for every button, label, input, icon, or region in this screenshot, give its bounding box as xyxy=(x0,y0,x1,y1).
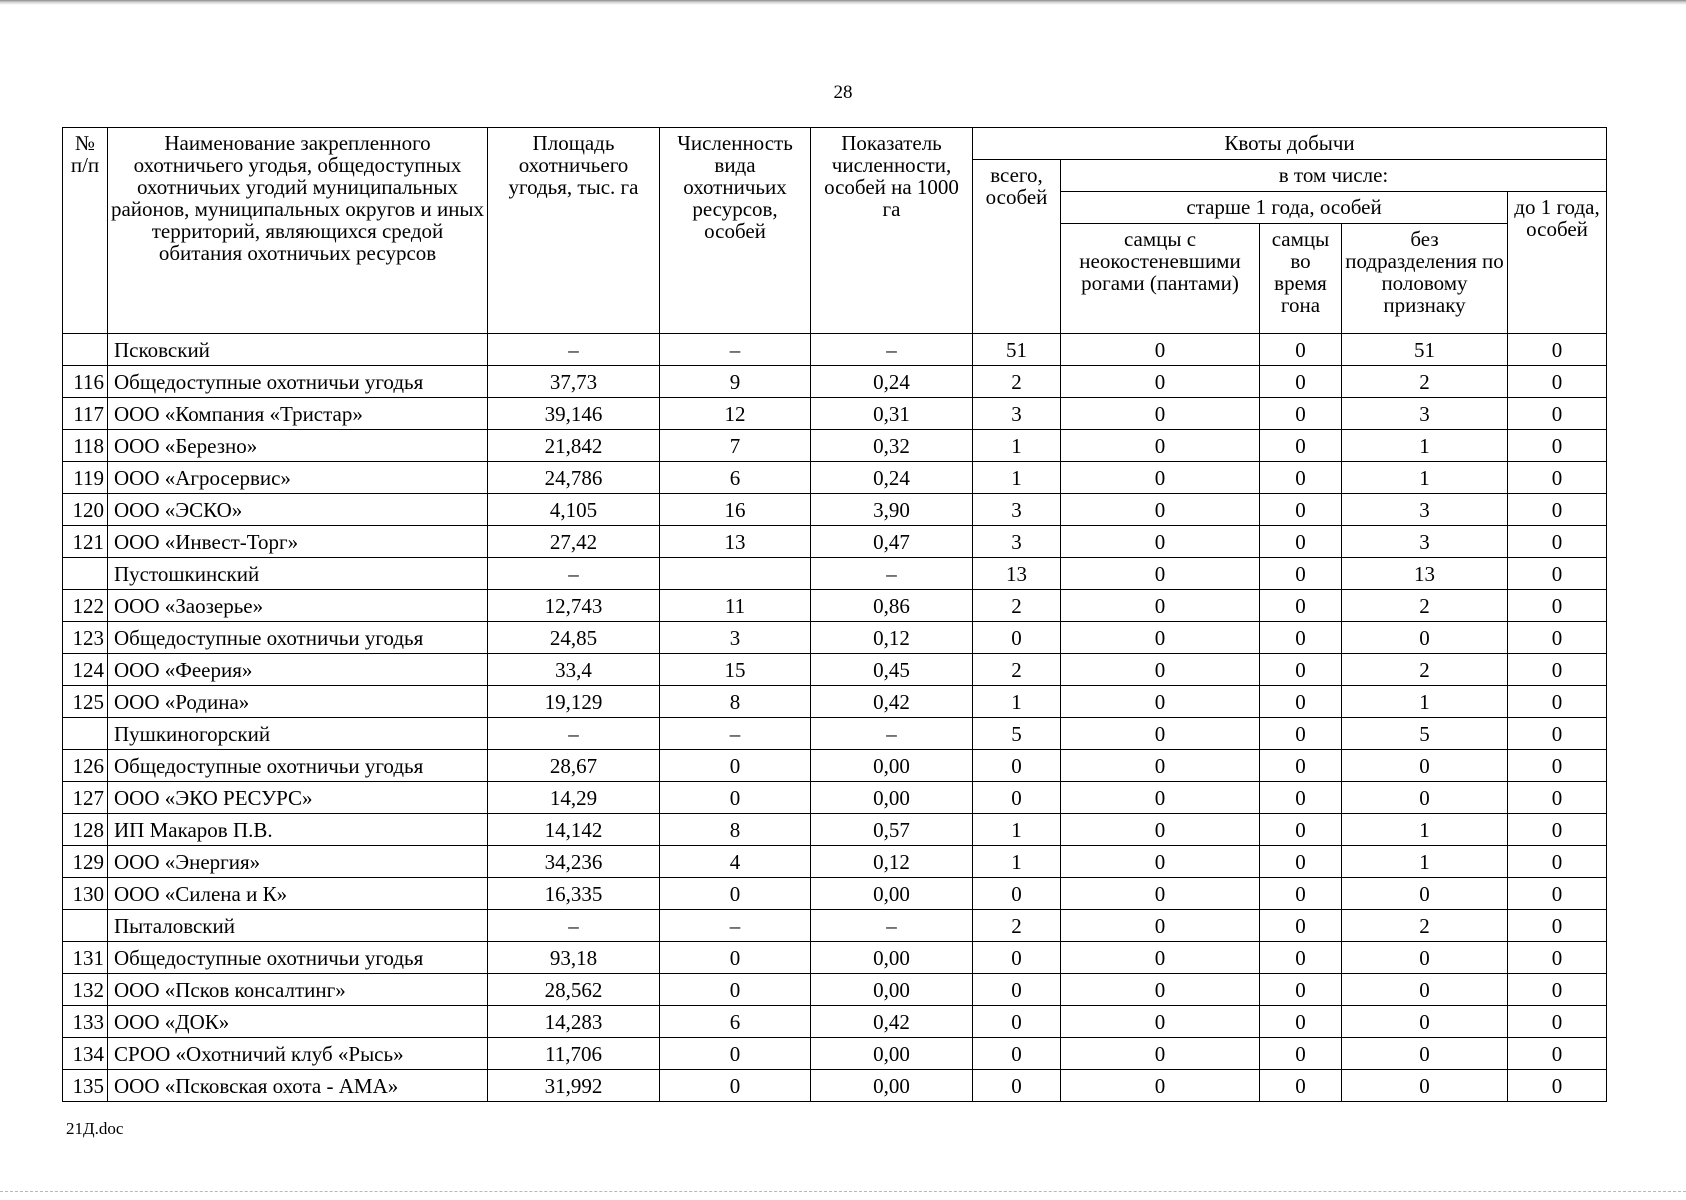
table-body xyxy=(63,334,1607,1102)
row-name: ООО «Инвест-Торг» xyxy=(108,526,488,558)
row-nosex: 0 xyxy=(1342,942,1508,974)
row-index: 0,12 xyxy=(811,622,973,654)
row-antlers: 0 xyxy=(1061,718,1260,750)
row-count: 3 xyxy=(660,622,811,654)
row-name: Пушкиногорский xyxy=(108,718,488,750)
row-name: Пустошкинский xyxy=(108,558,488,590)
row-num: 121 xyxy=(63,526,108,558)
row-area: – xyxy=(488,334,660,366)
row-count: 8 xyxy=(660,814,811,846)
row-antlers: 0 xyxy=(1061,654,1260,686)
table-row xyxy=(63,750,1607,782)
row-index: – xyxy=(811,718,973,750)
footer-filename: 21Д.doc xyxy=(66,1119,124,1138)
row-num: 126 xyxy=(63,750,108,782)
row-total: 0 xyxy=(973,1038,1061,1070)
table-row xyxy=(63,1070,1607,1102)
row-under1: 0 xyxy=(1508,494,1607,526)
row-under1: 0 xyxy=(1508,974,1607,1006)
row-num: 116 xyxy=(63,366,108,398)
row-index: 0,32 xyxy=(811,430,973,462)
row-rut: 0 xyxy=(1260,654,1342,686)
row-area: 27,42 xyxy=(488,526,660,558)
header-total: всего, особей xyxy=(973,160,1061,334)
row-rut: 0 xyxy=(1260,1006,1342,1038)
row-index: 0,57 xyxy=(811,814,973,846)
row-nosex: 51 xyxy=(1342,334,1508,366)
row-rut: 0 xyxy=(1260,366,1342,398)
district-row xyxy=(63,558,1607,590)
row-under1: 0 xyxy=(1508,1038,1607,1070)
row-antlers: 0 xyxy=(1061,846,1260,878)
row-total: 0 xyxy=(973,750,1061,782)
row-under1: 0 xyxy=(1508,558,1607,590)
row-name: ООО «Компания «Тристар» xyxy=(108,398,488,430)
row-antlers: 0 xyxy=(1061,974,1260,1006)
district-row xyxy=(63,910,1607,942)
row-num: 125 xyxy=(63,686,108,718)
table-row xyxy=(63,814,1607,846)
row-total: 0 xyxy=(973,782,1061,814)
row-rut: 0 xyxy=(1260,974,1342,1006)
row-index: 0,86 xyxy=(811,590,973,622)
row-total: 3 xyxy=(973,398,1061,430)
row-total: 1 xyxy=(973,846,1061,878)
row-nosex: 2 xyxy=(1342,590,1508,622)
table-row xyxy=(63,430,1607,462)
row-num: 134 xyxy=(63,1038,108,1070)
row-nosex: 2 xyxy=(1342,654,1508,686)
row-under1: 0 xyxy=(1508,462,1607,494)
row-under1: 0 xyxy=(1508,686,1607,718)
row-count: 15 xyxy=(660,654,811,686)
row-nosex: 2 xyxy=(1342,366,1508,398)
row-rut: 0 xyxy=(1260,558,1342,590)
row-antlers: 0 xyxy=(1061,558,1260,590)
row-nosex: 0 xyxy=(1342,1006,1508,1038)
row-area: 24,786 xyxy=(488,462,660,494)
row-rut: 0 xyxy=(1260,590,1342,622)
row-under1: 0 xyxy=(1508,718,1607,750)
row-nosex: 0 xyxy=(1342,974,1508,1006)
row-index: 0,12 xyxy=(811,846,973,878)
row-name: СРОО «Охотничий клуб «Рысь» xyxy=(108,1038,488,1070)
row-index: 0,42 xyxy=(811,686,973,718)
row-area: 37,73 xyxy=(488,366,660,398)
page-number: 28 xyxy=(833,82,853,103)
row-total: 3 xyxy=(973,526,1061,558)
row-area: 28,562 xyxy=(488,974,660,1006)
row-rut: 0 xyxy=(1260,814,1342,846)
row-area: 14,29 xyxy=(488,782,660,814)
header-count: Численность вида охотничьих ресурсов, особей xyxy=(660,128,811,334)
row-total: 0 xyxy=(973,942,1061,974)
row-area: – xyxy=(488,718,660,750)
quota-table xyxy=(62,127,1607,1102)
row-rut: 0 xyxy=(1260,878,1342,910)
row-name: ООО «Заозерье» xyxy=(108,590,488,622)
row-total: 1 xyxy=(973,430,1061,462)
header-including: в том числе: xyxy=(1061,160,1607,192)
row-index: 0,00 xyxy=(811,942,973,974)
row-count: – xyxy=(660,910,811,942)
row-area: 11,706 xyxy=(488,1038,660,1070)
table-row xyxy=(63,1006,1607,1038)
row-rut: 0 xyxy=(1260,622,1342,654)
row-nosex: 2 xyxy=(1342,910,1508,942)
row-name: Псковский xyxy=(108,334,488,366)
row-count: 7 xyxy=(660,430,811,462)
row-num: 120 xyxy=(63,494,108,526)
header-index: Показатель численности, особей на 1000 га xyxy=(811,128,973,334)
row-nosex: 1 xyxy=(1342,686,1508,718)
row-count: 0 xyxy=(660,878,811,910)
row-total: 3 xyxy=(973,494,1061,526)
row-nosex: 0 xyxy=(1342,878,1508,910)
row-under1: 0 xyxy=(1508,1070,1607,1102)
row-name: Общедоступные охотничьи угодья xyxy=(108,750,488,782)
row-under1: 0 xyxy=(1508,334,1607,366)
table-row xyxy=(63,398,1607,430)
table-row xyxy=(63,686,1607,718)
row-nosex: 13 xyxy=(1342,558,1508,590)
row-antlers: 0 xyxy=(1061,494,1260,526)
row-under1: 0 xyxy=(1508,878,1607,910)
table-row xyxy=(63,878,1607,910)
row-under1: 0 xyxy=(1508,846,1607,878)
row-count: – xyxy=(660,334,811,366)
row-index: 0,00 xyxy=(811,1038,973,1070)
row-under1: 0 xyxy=(1508,814,1607,846)
row-name: ООО «Родина» xyxy=(108,686,488,718)
row-rut: 0 xyxy=(1260,942,1342,974)
row-count: 16 xyxy=(660,494,811,526)
row-index: 0,42 xyxy=(811,1006,973,1038)
row-total: 51 xyxy=(973,334,1061,366)
row-antlers: 0 xyxy=(1061,430,1260,462)
row-nosex: 0 xyxy=(1342,1038,1508,1070)
row-nosex: 1 xyxy=(1342,846,1508,878)
row-name: ООО «Феерия» xyxy=(108,654,488,686)
row-rut: 0 xyxy=(1260,750,1342,782)
table-row xyxy=(63,846,1607,878)
row-index: 0,24 xyxy=(811,462,973,494)
row-num xyxy=(63,718,108,750)
row-index: 0,00 xyxy=(811,974,973,1006)
row-area: 12,743 xyxy=(488,590,660,622)
row-antlers: 0 xyxy=(1061,334,1260,366)
row-index: 0,00 xyxy=(811,750,973,782)
row-num: 129 xyxy=(63,846,108,878)
row-num: 132 xyxy=(63,974,108,1006)
row-rut: 0 xyxy=(1260,462,1342,494)
row-total: 2 xyxy=(973,590,1061,622)
row-antlers: 0 xyxy=(1061,398,1260,430)
row-antlers: 0 xyxy=(1061,526,1260,558)
row-count: 12 xyxy=(660,398,811,430)
table-row xyxy=(63,622,1607,654)
row-count: 11 xyxy=(660,590,811,622)
row-index: 0,00 xyxy=(811,782,973,814)
row-num: 130 xyxy=(63,878,108,910)
row-name: ИП Макаров П.В. xyxy=(108,814,488,846)
row-antlers: 0 xyxy=(1061,878,1260,910)
row-index: 0,31 xyxy=(811,398,973,430)
table-row xyxy=(63,782,1607,814)
district-row xyxy=(63,718,1607,750)
scan-edge-top xyxy=(0,0,1686,5)
row-num: 118 xyxy=(63,430,108,462)
row-rut: 0 xyxy=(1260,718,1342,750)
row-nosex: 0 xyxy=(1342,1070,1508,1102)
row-num: 133 xyxy=(63,1006,108,1038)
row-name: ООО «ЭСКО» xyxy=(108,494,488,526)
row-name: ООО «Агросервис» xyxy=(108,462,488,494)
row-area: – xyxy=(488,910,660,942)
table-row xyxy=(63,974,1607,1006)
row-under1: 0 xyxy=(1508,654,1607,686)
row-total: 2 xyxy=(973,654,1061,686)
row-area: 19,129 xyxy=(488,686,660,718)
row-under1: 0 xyxy=(1508,398,1607,430)
row-area: 16,335 xyxy=(488,878,660,910)
header-older: старше 1 года, особей xyxy=(1061,192,1508,224)
row-rut: 0 xyxy=(1260,1038,1342,1070)
row-total: 5 xyxy=(973,718,1061,750)
header-under1: до 1 года, особей xyxy=(1508,192,1607,334)
row-num xyxy=(63,558,108,590)
row-antlers: 0 xyxy=(1061,686,1260,718)
row-num: 128 xyxy=(63,814,108,846)
header-antlers: самцы с неокостеневшими рогами (пантами) xyxy=(1061,224,1260,334)
row-num: 124 xyxy=(63,654,108,686)
row-area: 4,105 xyxy=(488,494,660,526)
row-rut: 0 xyxy=(1260,526,1342,558)
row-area: 14,283 xyxy=(488,1006,660,1038)
row-nosex: 5 xyxy=(1342,718,1508,750)
row-under1: 0 xyxy=(1508,526,1607,558)
row-total: 2 xyxy=(973,366,1061,398)
row-antlers: 0 xyxy=(1061,366,1260,398)
row-antlers: 0 xyxy=(1061,590,1260,622)
row-total: 1 xyxy=(973,462,1061,494)
row-total: 13 xyxy=(973,558,1061,590)
row-antlers: 0 xyxy=(1061,1006,1260,1038)
row-antlers: 0 xyxy=(1061,814,1260,846)
row-nosex: 3 xyxy=(1342,494,1508,526)
row-rut: 0 xyxy=(1260,334,1342,366)
scan-edge-bottom xyxy=(0,1191,1686,1195)
row-total: 0 xyxy=(973,1070,1061,1102)
row-count: 9 xyxy=(660,366,811,398)
row-name: ООО «ДОК» xyxy=(108,1006,488,1038)
row-rut: 0 xyxy=(1260,430,1342,462)
row-nosex: 1 xyxy=(1342,814,1508,846)
table-row xyxy=(63,590,1607,622)
row-under1: 0 xyxy=(1508,750,1607,782)
row-name: Пыталовский xyxy=(108,910,488,942)
row-under1: 0 xyxy=(1508,366,1607,398)
table-row xyxy=(63,1038,1607,1070)
row-rut: 0 xyxy=(1260,910,1342,942)
row-under1: 0 xyxy=(1508,590,1607,622)
row-count: 6 xyxy=(660,1006,811,1038)
row-area: 21,842 xyxy=(488,430,660,462)
header-rut: самцы во время гона xyxy=(1260,224,1342,334)
row-num: 119 xyxy=(63,462,108,494)
row-count: 13 xyxy=(660,526,811,558)
row-area: 24,85 xyxy=(488,622,660,654)
row-count xyxy=(660,558,811,590)
row-antlers: 0 xyxy=(1061,622,1260,654)
table-row xyxy=(63,942,1607,974)
row-index: 0,00 xyxy=(811,1070,973,1102)
table-row xyxy=(63,366,1607,398)
row-under1: 0 xyxy=(1508,622,1607,654)
row-antlers: 0 xyxy=(1061,942,1260,974)
row-under1: 0 xyxy=(1508,782,1607,814)
row-num: 123 xyxy=(63,622,108,654)
row-count: 0 xyxy=(660,750,811,782)
row-area: 93,18 xyxy=(488,942,660,974)
row-name: Общедоступные охотничьи угодья xyxy=(108,622,488,654)
row-name: ООО «Энергия» xyxy=(108,846,488,878)
row-index: 0,47 xyxy=(811,526,973,558)
table-row xyxy=(63,494,1607,526)
row-antlers: 0 xyxy=(1061,750,1260,782)
row-name: ООО «Псков консалтинг» xyxy=(108,974,488,1006)
row-area: 33,4 xyxy=(488,654,660,686)
row-rut: 0 xyxy=(1260,686,1342,718)
row-total: 2 xyxy=(973,910,1061,942)
row-area: 28,67 xyxy=(488,750,660,782)
table-row xyxy=(63,654,1607,686)
header-area: Площадь охотничьего угодья, тыс. га xyxy=(488,128,660,334)
row-total: 1 xyxy=(973,686,1061,718)
row-num xyxy=(63,334,108,366)
row-rut: 0 xyxy=(1260,398,1342,430)
header-quotas: Квоты добычи xyxy=(973,128,1607,160)
row-nosex: 1 xyxy=(1342,430,1508,462)
row-rut: 0 xyxy=(1260,782,1342,814)
row-index: 3,90 xyxy=(811,494,973,526)
row-num xyxy=(63,910,108,942)
row-name: Общедоступные охотничьи угодья xyxy=(108,366,488,398)
row-index: 0,24 xyxy=(811,366,973,398)
header-num: № п/п xyxy=(63,128,108,334)
row-total: 0 xyxy=(973,1006,1061,1038)
row-count: – xyxy=(660,718,811,750)
row-nosex: 0 xyxy=(1342,622,1508,654)
row-count: 6 xyxy=(660,462,811,494)
row-count: 0 xyxy=(660,942,811,974)
row-under1: 0 xyxy=(1508,430,1607,462)
row-area: 14,142 xyxy=(488,814,660,846)
row-name: ООО «ЭКО РЕСУРС» xyxy=(108,782,488,814)
row-index: 0,00 xyxy=(811,878,973,910)
row-area: 39,146 xyxy=(488,398,660,430)
row-nosex: 3 xyxy=(1342,398,1508,430)
row-count: 0 xyxy=(660,1038,811,1070)
row-antlers: 0 xyxy=(1061,462,1260,494)
header-nosex: без подразделения по половому признаку xyxy=(1342,224,1508,334)
row-name: ООО «Березно» xyxy=(108,430,488,462)
row-num: 122 xyxy=(63,590,108,622)
row-count: 4 xyxy=(660,846,811,878)
row-nosex: 0 xyxy=(1342,782,1508,814)
row-index: – xyxy=(811,558,973,590)
row-count: 0 xyxy=(660,1070,811,1102)
row-antlers: 0 xyxy=(1061,1070,1260,1102)
row-index: – xyxy=(811,334,973,366)
row-area: 34,236 xyxy=(488,846,660,878)
row-nosex: 1 xyxy=(1342,462,1508,494)
row-total: 0 xyxy=(973,622,1061,654)
row-under1: 0 xyxy=(1508,910,1607,942)
row-index: – xyxy=(811,910,973,942)
row-nosex: 3 xyxy=(1342,526,1508,558)
table-row xyxy=(63,462,1607,494)
district-row xyxy=(63,334,1607,366)
row-area: 31,992 xyxy=(488,1070,660,1102)
row-num: 117 xyxy=(63,398,108,430)
row-rut: 0 xyxy=(1260,1070,1342,1102)
row-antlers: 0 xyxy=(1061,910,1260,942)
row-count: 8 xyxy=(660,686,811,718)
row-total: 0 xyxy=(973,878,1061,910)
row-total: 1 xyxy=(973,814,1061,846)
row-total: 0 xyxy=(973,974,1061,1006)
row-count: 0 xyxy=(660,782,811,814)
row-under1: 0 xyxy=(1508,942,1607,974)
row-num: 131 xyxy=(63,942,108,974)
row-num: 127 xyxy=(63,782,108,814)
table-row xyxy=(63,526,1607,558)
row-count: 0 xyxy=(660,974,811,1006)
row-index: 0,45 xyxy=(811,654,973,686)
row-nosex: 0 xyxy=(1342,750,1508,782)
row-rut: 0 xyxy=(1260,846,1342,878)
row-name: ООО «Силена и К» xyxy=(108,878,488,910)
row-num: 135 xyxy=(63,1070,108,1102)
row-antlers: 0 xyxy=(1061,1038,1260,1070)
header-name: Наименование закрепленного охотничьего угодья, общедоступных охотничьих угодий муниципальных районов, муниципальных округов и иных территорий, являющихся средой обитания охотничьих ресурсов xyxy=(108,128,488,334)
row-under1: 0 xyxy=(1508,1006,1607,1038)
row-antlers: 0 xyxy=(1061,782,1260,814)
row-area: – xyxy=(488,558,660,590)
row-name: ООО «Псковская охота - АМА» xyxy=(108,1070,488,1102)
row-name: Общедоступные охотничьи угодья xyxy=(108,942,488,974)
row-rut: 0 xyxy=(1260,494,1342,526)
